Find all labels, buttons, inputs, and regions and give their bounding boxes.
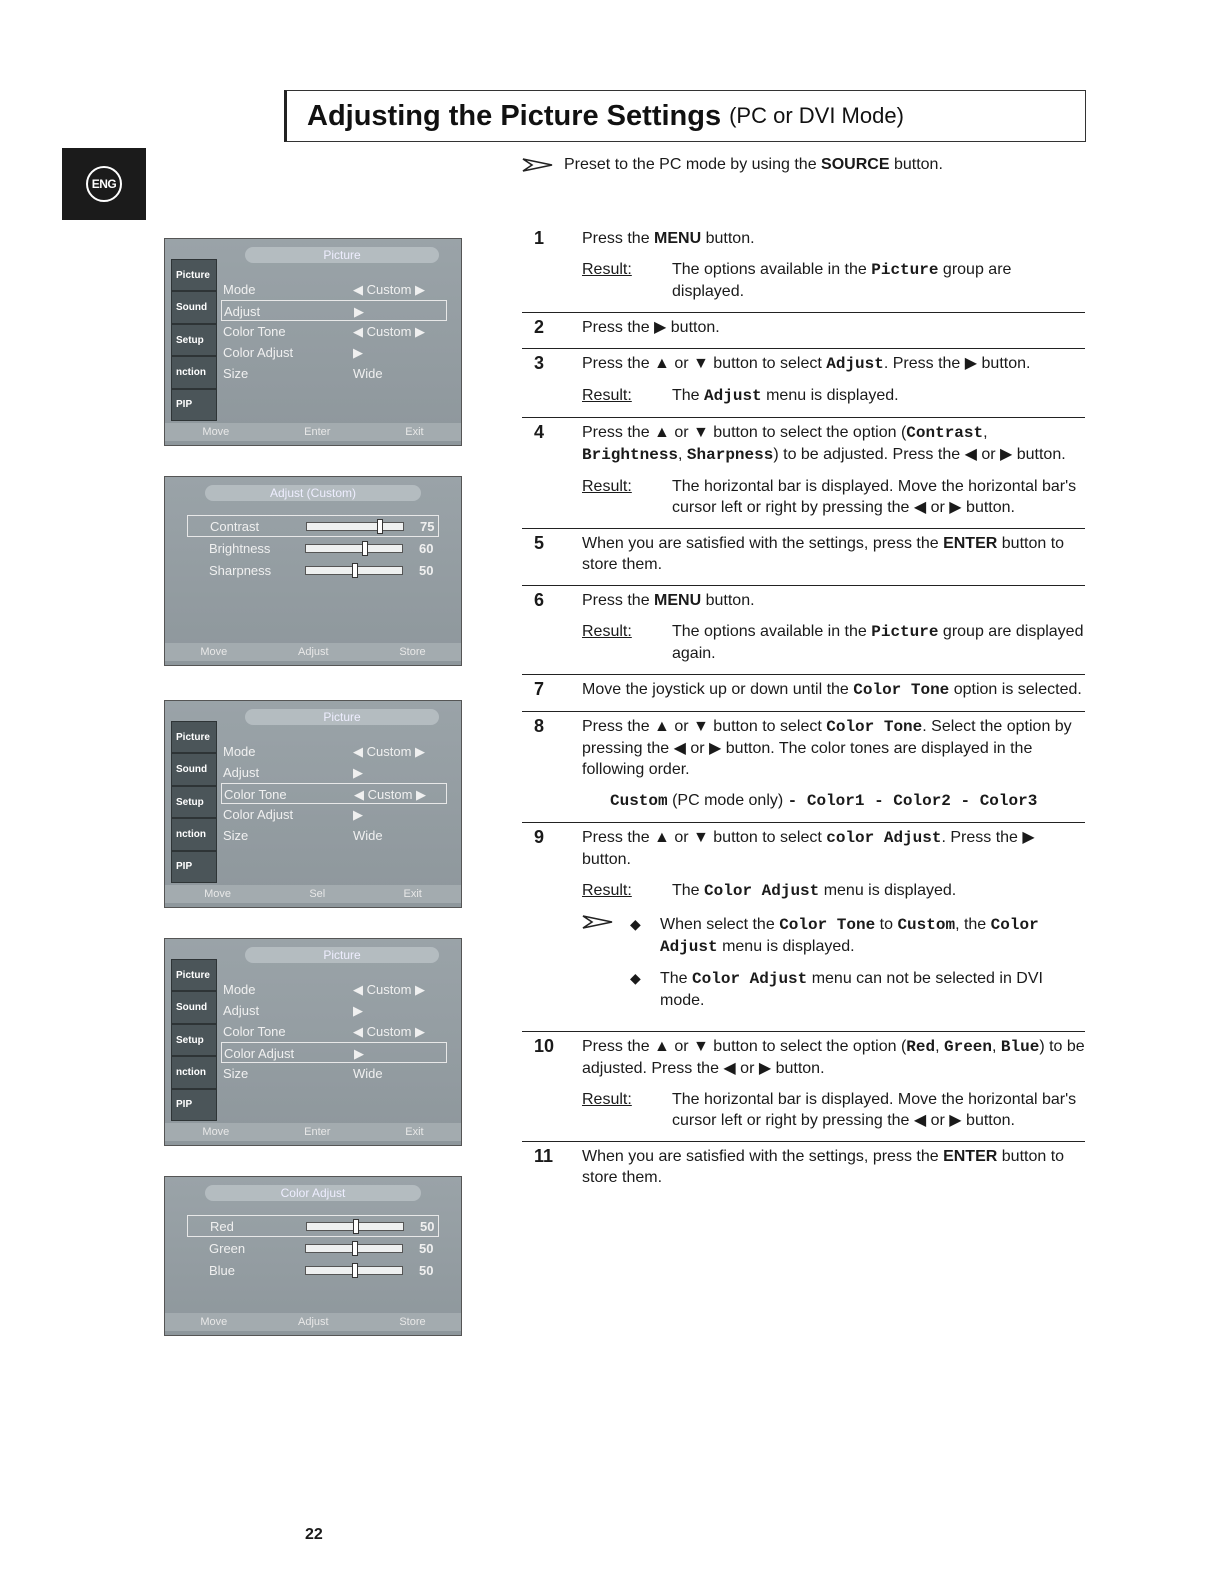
step-9: 9 Press the ▲ or ▼ button to select color Adjust. Press the ▶ button. Result: The Color Adjust menu is displayed. ◆ When select the Color Tone to Custom, the Color Adjust menu is displayed. ◆ The Color Adjust menu can not be selected in DVI mode. (522, 823, 1085, 1032)
page-subtitle: (PC or DVI Mode) (729, 103, 904, 128)
color-tone-order: Custom (PC mode only) - Color1 - Color2 - Color3 (610, 792, 1038, 810)
slider-row (187, 1215, 439, 1237)
step-7: 7 Move the joystick up or down until the Color Tone option is selected. (522, 675, 1085, 712)
step-5: 5 When you are satisfied with the settings, press the ENTER button to store them. (522, 529, 1085, 586)
slider-label: Green (209, 1240, 246, 1256)
slider-track (306, 522, 404, 531)
screen-picture-color-adjust: Picture Picture Sound Setup nction PIP Mode ◀ Custom ▶ Adjust ▶ Color Tone ◀ Custom ▶ Color Adjust ▶ Size Wide Move Enter Exit (164, 938, 462, 1146)
adjust-bars (187, 515, 439, 581)
note-item: ◆ When select the Color Tone to Custom, the Color Adjust menu is displayed. (630, 916, 1039, 956)
slider-value: 75 (420, 518, 435, 534)
step-10: 10 Press the ▲ or ▼ button to select the option (Red, Green, Blue) to be adjusted. Press the ◀ or ▶ button. Result: The horizontal bar is displayed. Move the horizontal bar's cursor left or right by pressing the ◀ or ▶ button. (522, 1032, 1085, 1142)
page-number: 22 (305, 1526, 323, 1543)
slider-knob (362, 541, 368, 556)
screen-picture-color-tone: Picture Picture Sound Setup nction PIP Mode ◀ Custom ▶ Adjust ▶ Color Tone ◀ Custom ▶ Color Adjust ▶ Size Wide Move Sel Exit (164, 700, 462, 908)
step-2: 2 Press the ▶ button. (522, 313, 1085, 349)
result-label: Result: (582, 261, 632, 278)
step-8: 8 Press the ▲ or ▼ button to select Color Tone. Select the option by pressing the ◀ or ▶ button. The color tones are displayed in the following order. Custom (PC mode only) - Color1 - Color2 - Color3 (522, 712, 1085, 823)
slider-label: Red (210, 1218, 234, 1234)
slider-label: Blue (209, 1262, 236, 1278)
step-9-notes (582, 914, 1085, 1021)
slider-knob (377, 519, 383, 534)
screen-adjust-bars: Adjust (Custom) Contrast 75 Brightness 60 Sharpness 50 Move Adjust Store (164, 476, 462, 666)
slider-track (305, 1266, 403, 1275)
steps-list (522, 224, 1085, 1198)
step-6: 6 Press the MENU button. Result: The options available in the Picture group are displayed again. (522, 586, 1085, 675)
slider-row (187, 1237, 439, 1259)
slider-label: Brightness (209, 540, 271, 556)
slider-row (187, 537, 439, 559)
language-badge: ENG (86, 166, 122, 202)
slider-value: 50 (419, 1240, 434, 1256)
language-tab (62, 148, 146, 220)
slider-row (187, 515, 439, 537)
page-title: Adjusting the Picture Settings (307, 99, 722, 132)
slider-row (187, 559, 439, 581)
slider-track (305, 1244, 403, 1253)
diamond-bullet-icon: ◆ (630, 970, 641, 986)
slider-row (187, 1259, 439, 1281)
slider-knob (352, 563, 358, 578)
slider-knob (352, 1263, 358, 1278)
step-3: 3 Press the ▲ or ▼ button to select Adjust. Press the ▶ button. Result: The Adjust menu is displayed. (522, 349, 1085, 418)
slider-track (305, 544, 403, 553)
step-4: 4 Press the ▲ or ▼ button to select the option (Contrast, Brightness, Sharpness) to be adjusted. Press the ◀ or ▶ button. Result: The horizontal bar is displayed. Move the horizontal bar's cursor left or right by pressing the ◀ or ▶ button. (522, 418, 1085, 529)
step-11: 11 When you are satisfied with the settings, press the ENTER button to store them. (534, 1146, 1065, 1186)
slider-value: 60 (419, 540, 434, 556)
slider-value: 50 (419, 1262, 434, 1278)
note-arrow-icon (582, 914, 614, 930)
step-1: 1 Press the MENU button. Result: The options available in the Picture group are displayed. (522, 224, 1085, 313)
slider-knob (352, 1241, 358, 1256)
side-tabs: Picture Sound Setup nction PIP (171, 259, 217, 421)
preset-note: Preset to the PC mode by using the SOURCE button. (522, 156, 943, 174)
slider-knob (353, 1219, 359, 1234)
slider-value: 50 (420, 1218, 435, 1234)
slider-label: Sharpness (209, 562, 272, 578)
screen-picture-adjust: Picture Picture Sound Setup nction PIP Mode ◀ Custom ▶ Adjust ▶ Color Tone ◀ Custom ▶ Color Adjust ▶ Size Wide Move Enter Exit (164, 238, 462, 446)
color-bars (187, 1215, 439, 1281)
slider-track (305, 566, 403, 575)
slider-value: 50 (419, 562, 434, 578)
diamond-bullet-icon: ◆ (630, 916, 641, 932)
screen-color-adjust-bars: Color Adjust Red 50 Green 50 Blue 50 Move Adjust Store (164, 1176, 462, 1336)
note-arrow-icon (522, 157, 554, 173)
page-title-box (284, 90, 1086, 142)
slider-track (306, 1222, 404, 1231)
slider-label: Contrast (210, 518, 260, 534)
note-item: ◆ The Color Adjust menu can not be selected in DVI mode. (630, 970, 1043, 1009)
